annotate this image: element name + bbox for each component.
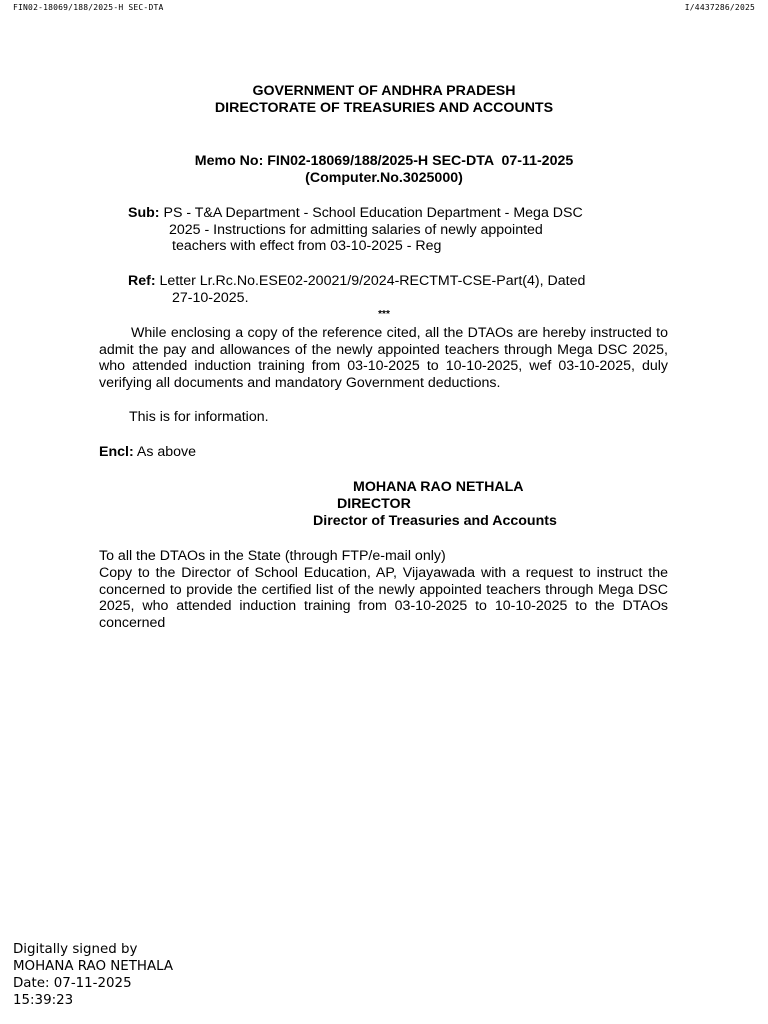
distribution-to-line: To all the DTAOs in the State (through FTP/e-mail only) [99,548,446,564]
digital-signature-date: Date: 07-11-2025 [13,976,132,991]
separator-stars: *** [378,309,390,320]
memo-number [0,153,768,169]
digital-signature-line-1: Digitally signed by [13,942,138,957]
info-line: This is for information. [129,409,269,425]
reference-line-1 [128,273,585,289]
letterhead-directorate: DIRECTORATE OF TREASURIES AND ACCOUNTS [214,100,554,116]
subject-text-1: PS - T&A Department - School Education Department - Mega DSC [163,205,583,221]
reference-text-2: 27-10-2025. [172,290,249,306]
digital-signature-name: MOHANA RAO NETHALA [13,959,174,974]
signatory-designation: DIRECTOR [337,496,411,512]
reference-label: Ref: [128,273,156,289]
enclosure-label: Encl: [99,444,134,460]
letterhead-government: GOVERNMENT OF ANDHRA PRADESH [252,83,516,99]
computer-number: (Computer.No.3025000) [305,170,463,186]
signatory-office: Director of Treasuries and Accounts [313,513,557,529]
subject-line-1 [128,205,583,221]
file-reference-left: FIN02-18069/188/2025-H SEC-DTA [13,3,164,12]
file-reference-right: I/4437286/2025 [684,3,755,12]
digital-signature-time: 15:39:23 [13,993,74,1008]
enclosure-value: As above [136,444,197,460]
memo-number-text: Memo No: FIN02-18069/188/2025-H SEC-DTA 07-11-2025 [194,153,574,169]
body-paragraph: While enclosing a copy of the reference cited, all the DTAOs are hereby instructed to admit the pay and allowances of the newly appointed teachers through Mega DSC 2025, who attended induction training from 03-10-2025 to 10-10-2025, wef 03-10-2025, duly verifying all documents and mandatory Government deductions. [99,325,668,391]
subject-text-2: 2025 - Instructions for admitting salaries of newly appointed [169,222,543,238]
subject-label: Sub: [128,205,160,221]
enclosure-line [99,444,196,460]
subject-text-3: teachers with effect from 03-10-2025 - Reg [172,238,442,254]
distribution-copy-to: Copy to the Director of School Education, AP, Vijayawada with a request to instruct the concerned to provide the certified list of the newly appointed teachers through Mega DSC 2025, who attended induction training from 03-10-2025 to 10-10-2025 to the DTAOs concerned [99,565,668,631]
signatory-name: MOHANA RAO NETHALA [353,479,524,495]
reference-text-1: Letter Lr.Rc.No.ESE02-20021/9/2024-RECTMT-CSE-Part(4), Dated [159,273,586,289]
